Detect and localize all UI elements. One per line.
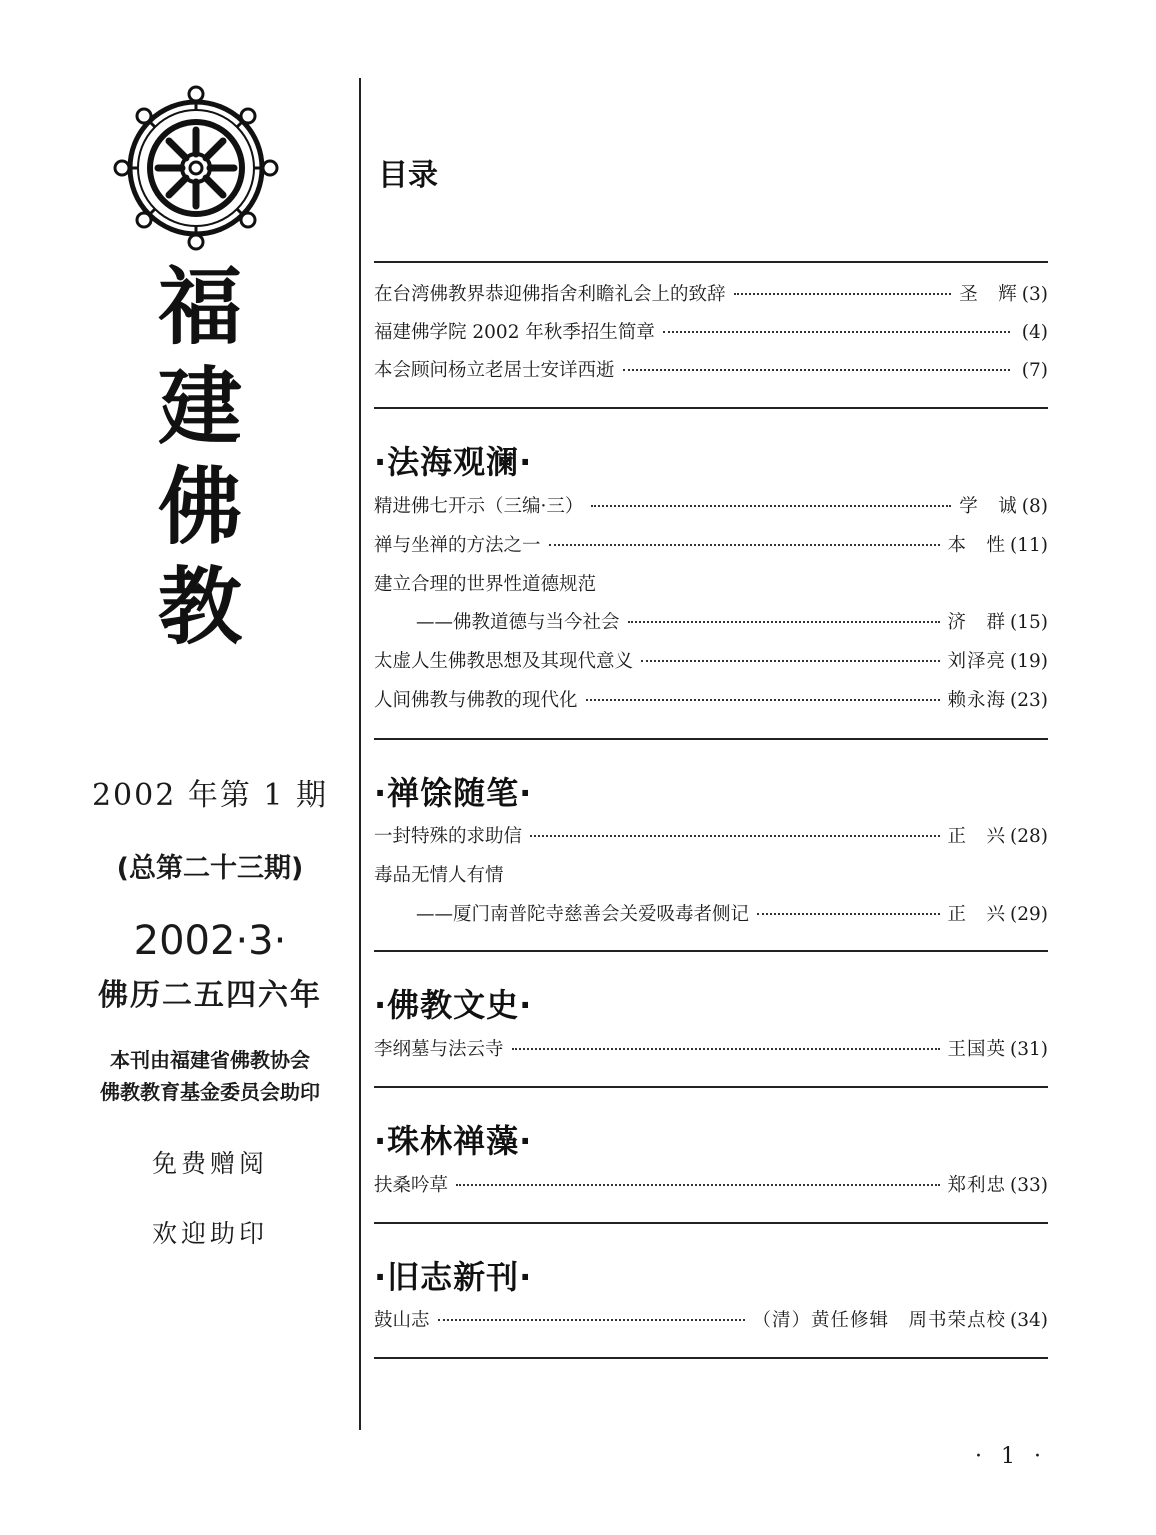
- entry-title: 扶桑吟草: [374, 1175, 449, 1196]
- toc-entry[interactable]: [374, 492, 1048, 522]
- journal-title-char: 建: [157, 357, 242, 456]
- leader-dots: [512, 1048, 940, 1050]
- toc-entry[interactable]: [374, 1035, 1048, 1065]
- toc-entry[interactable]: [374, 1171, 1048, 1201]
- toc-entry[interactable]: [374, 1306, 1048, 1336]
- leader-dots: [623, 369, 1010, 371]
- section-divider: [374, 1357, 1048, 1359]
- leader-dots: [586, 699, 940, 701]
- entry-title: 鼓山志: [374, 1310, 430, 1331]
- sponsor-line: 本刊由福建省佛教协会: [110, 1048, 310, 1072]
- entry-title: 在台湾佛教界恭迎佛指舍利瞻礼会上的致辞: [374, 284, 726, 305]
- entry-page: (34): [1010, 1310, 1048, 1331]
- entry-author: 学 诚: [959, 496, 1018, 517]
- page-number: · 1 ·: [975, 1444, 1047, 1469]
- section-divider: [374, 950, 1048, 952]
- leader-dots: [456, 1184, 939, 1186]
- section-title: ·禅馀随笔·: [374, 774, 533, 812]
- entry-subtitle: ——厦门南普陀寺慈善会关爱吸毒者侧记: [416, 904, 750, 925]
- entry-author: 郑利忠: [947, 1175, 1007, 1196]
- entry-author: （清）黄任修辑 周书荣点校: [752, 1310, 1007, 1331]
- entry-author: 刘泽亮: [947, 651, 1007, 672]
- entry-title[interactable]: 毒品无情人有情: [374, 865, 504, 886]
- section-divider: [374, 1086, 1048, 1088]
- publication-date: 2002·3·: [133, 918, 287, 964]
- section-divider: [374, 738, 1048, 740]
- entry-title: 太虚人生佛教思想及其现代意义: [374, 651, 634, 672]
- dharma-wheel-icon: [108, 80, 284, 256]
- leader-dots: [641, 660, 939, 662]
- entry-title: 一封特殊的求助信: [374, 826, 523, 847]
- entry-title: 本会顾问杨立老居士安详西逝: [374, 360, 615, 381]
- entry-author: 济 群: [947, 612, 1007, 633]
- leader-dots: [628, 621, 940, 623]
- table-of-contents: [374, 0, 1048, 1535]
- section-divider: [374, 1222, 1048, 1224]
- entry-title: 精进佛七开示（三编·三）: [374, 496, 584, 517]
- section-title: ·法海观澜·: [374, 443, 533, 481]
- journal-title-char: 佛: [157, 457, 242, 556]
- sponsor-note: [0, 1044, 420, 1108]
- journal-title-char: 福: [157, 257, 242, 356]
- leader-dots: [663, 331, 1010, 333]
- sponsor-line: 佛教教育基金委员会助印: [100, 1080, 320, 1104]
- toc-entry[interactable]: [374, 531, 1048, 561]
- toc-heading: 目录: [378, 158, 438, 193]
- toc-entry[interactable]: [374, 280, 1048, 310]
- section-title: ·珠林禅藻·: [374, 1122, 533, 1160]
- toc-entry[interactable]: [374, 608, 1048, 638]
- toc-entry[interactable]: [374, 356, 1048, 386]
- welcome-donation-note: 欢迎助印: [151, 1219, 268, 1248]
- entry-author: 王国英: [947, 1039, 1007, 1060]
- toc-entry[interactable]: [374, 900, 1048, 930]
- entry-author: 正 兴: [947, 826, 1007, 847]
- issue-label: 2002 年第 1 期: [91, 778, 329, 813]
- section-divider: [374, 407, 1048, 409]
- entry-title: 人间佛教与佛教的现代化: [374, 690, 578, 711]
- total-issue-label: (总第二十三期): [116, 853, 304, 884]
- leader-dots: [438, 1319, 745, 1321]
- entry-title[interactable]: 建立合理的世界性道德规范: [374, 574, 597, 595]
- leader-dots: [549, 544, 940, 546]
- entry-title: 福建佛学院 2002 年秋季招生简章: [374, 322, 655, 343]
- toc-entry[interactable]: [374, 647, 1048, 677]
- entry-page: (31): [1010, 1039, 1048, 1060]
- leader-dots: [757, 913, 939, 915]
- entry-page: (11): [1010, 535, 1048, 556]
- leader-dots: [530, 835, 939, 837]
- entry-title: 禅与坐禅的方法之一: [374, 535, 541, 556]
- column-divider: [359, 78, 361, 1430]
- toc-entry[interactable]: [374, 822, 1048, 852]
- entry-author: 本 性: [947, 535, 1007, 556]
- entry-title: 李纲墓与法云寺: [374, 1039, 504, 1060]
- entry-page: (3): [1021, 284, 1048, 305]
- section-divider: [374, 261, 1048, 263]
- buddhist-calendar-year: 佛历二五四六年: [98, 978, 322, 1013]
- entry-author: 赖永海: [947, 690, 1007, 711]
- entry-page: (29): [1010, 904, 1048, 925]
- journal-title-char: 教: [157, 557, 242, 656]
- leader-dots: [591, 505, 951, 507]
- entry-author: 正 兴: [947, 904, 1007, 925]
- entry-subtitle: ——佛教道德与当今社会: [416, 612, 620, 633]
- entry-author: 圣 辉: [959, 284, 1018, 305]
- section-title: ·佛教文史·: [374, 986, 533, 1024]
- entry-page: (7): [1021, 360, 1048, 381]
- entry-page: (4): [1021, 322, 1048, 343]
- entry-page: (15): [1010, 612, 1048, 633]
- free-distribution-note: 免费赠阅: [151, 1149, 268, 1178]
- entry-page: (23): [1010, 690, 1048, 711]
- entry-page: (33): [1010, 1175, 1048, 1196]
- entry-page: (28): [1010, 826, 1048, 847]
- entry-page: (19): [1010, 651, 1048, 672]
- leader-dots: [734, 293, 952, 295]
- cover-sidebar: [0, 0, 360, 1535]
- section-title: ·旧志新刊·: [374, 1258, 533, 1296]
- entry-page: (8): [1021, 496, 1048, 517]
- toc-entry[interactable]: [374, 686, 1048, 716]
- toc-entry[interactable]: [374, 318, 1048, 348]
